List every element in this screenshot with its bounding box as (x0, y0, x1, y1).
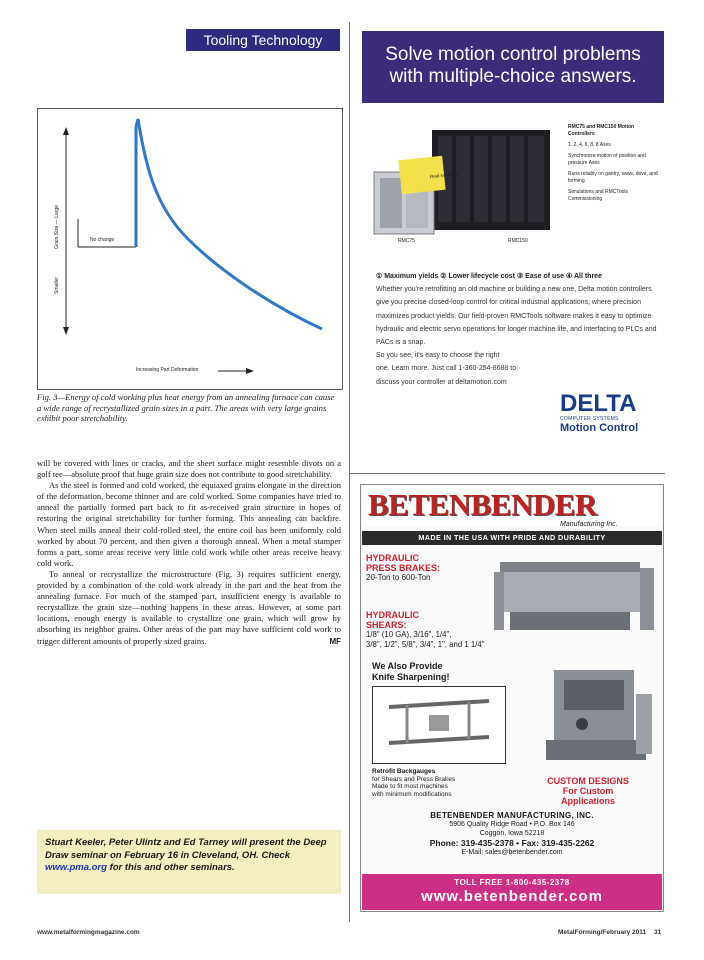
delta-logo-text: DELTA (560, 390, 637, 417)
figure-graph (38, 109, 342, 389)
bullet-1: RMC75 and RMC150 Motion Controllers (568, 124, 635, 137)
backgauge-image (372, 686, 506, 764)
delta-tagline: ① Maximum yields ② Lower lifecycle cost ③ Ease of use ④ All three (376, 273, 602, 280)
delta-copy (376, 270, 658, 389)
y-axis-label-bottom: Smaller (54, 277, 60, 294)
contact-block (362, 811, 662, 857)
bullet-3: Synchronize motion of position and pressure Axes (568, 153, 646, 166)
retrofit-1: Retrofit Backgauges (372, 768, 436, 775)
footer-issue: MetalForming/February 2011 (558, 929, 647, 936)
delta-logo (560, 392, 660, 434)
website-link[interactable]: www.betenbender.com (421, 888, 603, 905)
brakes-title-1: HYDRAULIC (366, 553, 419, 563)
feature-bullets (568, 124, 660, 207)
retrofit-3: Made to fit most machines (372, 783, 448, 791)
column-divider (349, 22, 350, 922)
custom-1: CUSTOM DESIGNS (547, 776, 629, 786)
paragraph-2: As the steel is formed and cold worked, the equiaxed grains elongate in the direction of the deformation, become thinner and are cold worked. Some companies have tried to anneal the partially formed part back to fit as-received grain structure in hopes of restoring the original stretchability for further forming. This annealing can backfire. When steel mills anneal their cold-rolled steel, the entire coil has been uniformly cold worked by about 70 percent, and then given a thorough anneal. When a metal stamper forms a part, some areas receive very little cold work while other areas receive heavy cold work. (37, 480, 341, 568)
shears-title-2: SHEARS: (366, 620, 407, 630)
shears-sizes-2: 3/8", 1/2", 5/8", 3/4", 1", and 1 1/4" (366, 640, 485, 649)
grain-size-curve (136, 119, 322, 329)
delta-cta-1: So you see, it's easy to choose the right (376, 352, 500, 360)
delta-logo-mc: Motion Control (560, 422, 639, 434)
delta-headline-1: Solve motion control problems (385, 44, 641, 65)
section-tag: Tooling Technology (186, 29, 340, 51)
betenbender-logo: BETENBENDER (368, 487, 597, 522)
address-2: Coggon, Iowa 52218 (479, 830, 545, 837)
knife-1: We Also Provide (372, 661, 443, 671)
bullet-2: 1, 2, 4, 6, 8, 8 Axes (568, 142, 611, 148)
figure-caption: Fig. 3—Energy of cold working plus heat energy from an annealing furnace can cause a wide range of recrystallized grain sizes in a part. The areas with very large grains exhibit poor stretchability. (37, 392, 335, 424)
end-mark: MF (329, 636, 341, 646)
company-name: BETENBENDER MANUFACTURING, INC. (430, 811, 594, 820)
retrofit-block (372, 768, 512, 798)
paragraph-3 (37, 569, 341, 647)
brakes-title-2: PRESS BRAKES: (366, 563, 441, 573)
x-axis-label: Increasing Part Deformation (136, 367, 199, 373)
press-brakes-block (366, 553, 440, 583)
page-number: 31 (654, 929, 662, 936)
betenbender-mfg: Manufacturing Inc. (560, 521, 618, 528)
ad-divider (349, 473, 665, 474)
controller-image (372, 120, 562, 250)
knife-sharpening (372, 661, 450, 683)
model-left: RMC75 (398, 238, 415, 244)
sticky-note: Real solutions (429, 171, 459, 180)
press-brake-image (494, 558, 660, 638)
knife-2: Knife Sharpening! (372, 672, 450, 682)
no-change-label: No change (90, 237, 115, 243)
figure-grain-size (37, 108, 343, 390)
shears-title-1: HYDRAULIC (366, 610, 419, 620)
seminar-note (37, 830, 341, 894)
y-axis-label-top: Grain Size — Large (54, 205, 60, 249)
delta-headline-2: with multiple-choice answers. (389, 66, 637, 87)
article-body (37, 458, 341, 647)
footer-url: www.metalformingmagazine.com (37, 929, 140, 936)
shears-block (366, 610, 516, 650)
delta-cta-2: one. Learn more. Just call 1-360-254-8688 to (376, 365, 517, 373)
email[interactable]: E-Mail: sales@betenbender.com (461, 849, 563, 856)
brakes-range: 20-Ton to 600-Ton (366, 573, 431, 582)
custom-designs (518, 776, 658, 806)
retrofit-2: for Shears and Press Brakes (372, 775, 456, 783)
retrofit-4: with minimum modifications (372, 790, 452, 798)
address-1: 5906 Quality Ridge Road • P.O. Box 146 (449, 821, 575, 828)
model-right: RMC150 (508, 238, 528, 244)
delta-cta-3: discuss your controller at deltamotion.com (376, 378, 507, 386)
toll-free: TOLL FREE 1-800-435-2378 (454, 878, 570, 887)
delta-body: Whether you're retrofitting an old machine or building a new one, Delta motion controllers give you precise closed-loop control for critical industrial applications, where precision maximizes product yields. Our field-proven RMCTools software makes it easy to optimize hydraulic and electric servo operations for longer machine life, and interfacing to PLCs and PACs is a snap. (376, 286, 657, 347)
bullet-4: Runs reliably on gantry, saws, drive, and forming (568, 171, 658, 184)
phone-fax: Phone: 319-435-2378 • Fax: 319-435-2262 (429, 838, 595, 848)
note-link[interactable]: www.pma.org (45, 862, 107, 873)
paragraph-1: will be covered with lines or cracks, and the sheet surface might resemble divots on a golf tee—absolute proof that huge grain size does not contribute to good stretchability. (37, 458, 341, 480)
note-tail: for this and other seminars. (109, 862, 235, 873)
delta-logo-sub: COMPUTER SYSTEMS (560, 416, 619, 422)
custom-3: Applications (560, 796, 615, 806)
custom-machine-image (540, 664, 658, 768)
delta-headline (362, 31, 664, 103)
paragraph-3-text: To anneal or recrystallize the microstructure (Fig. 3) requires sufficient energy, provided by a combination of the cold work already in the part and the heat from the annealing furnace. For much of the stamped part, insufficient energy is available to recrystallize the grain size—nothing happens in these areas. However, at some part locations, enough energy is available to crystallize one grain, which will grow by absorbing its neighbor grains. Other areas of the part may have sufficient cold work to trigger different amounts of properly sized grains. (37, 568, 341, 646)
website-band (362, 874, 662, 910)
shears-sizes-1: 1/8" (10 GA), 3/16", 1/4", (366, 630, 452, 639)
bullet-5: Simulations and RMCTools Commissioning (568, 189, 629, 202)
custom-2: For Custom (562, 786, 614, 796)
note-text: Stuart Keeler, Peter Ulintz and Ed Tarney will present the Deep Draw seminar on February 16 in Cleveland, OH. Check (45, 837, 327, 861)
made-in-usa-band: MADE IN THE USA WITH PRIDE AND DURABILITY (362, 531, 662, 545)
